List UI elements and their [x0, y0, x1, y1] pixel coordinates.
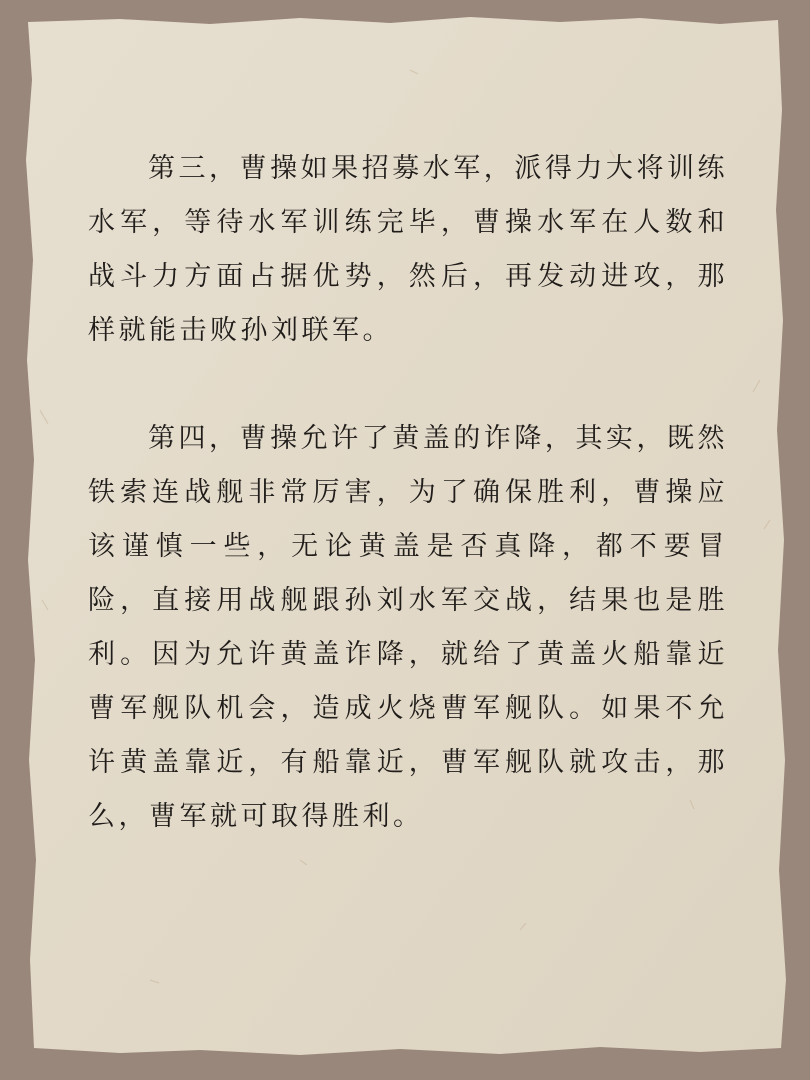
text-content: [88, 142, 728, 844]
paragraph-third-point: 第三，曹操如果招募水军，派得力大将训练水军，等待水军训练完毕，曹操水军在人数和战斗力方面占据优势，然后，再发动进攻，那样就能击败孙刘联军。: [88, 153, 728, 346]
paragraph-fourth-point: 第四，曹操允许了黄盖的诈降，其实，既然铁索连战舰非常厉害，为了确保胜利，曹操应该谨慎一些，无论黄盖是否真降，都不要冒险，直接用战舰跟孙刘水军交战，结果也是胜利。因为允许黄盖诈降，就给了黄盖火船靠近曹军舰队机会，造成火烧曹军舰队。如果不允许黄盖靠近，有船靠近，曹军舰队就攻击，那么，曹军就可取得胜利。: [88, 423, 728, 832]
